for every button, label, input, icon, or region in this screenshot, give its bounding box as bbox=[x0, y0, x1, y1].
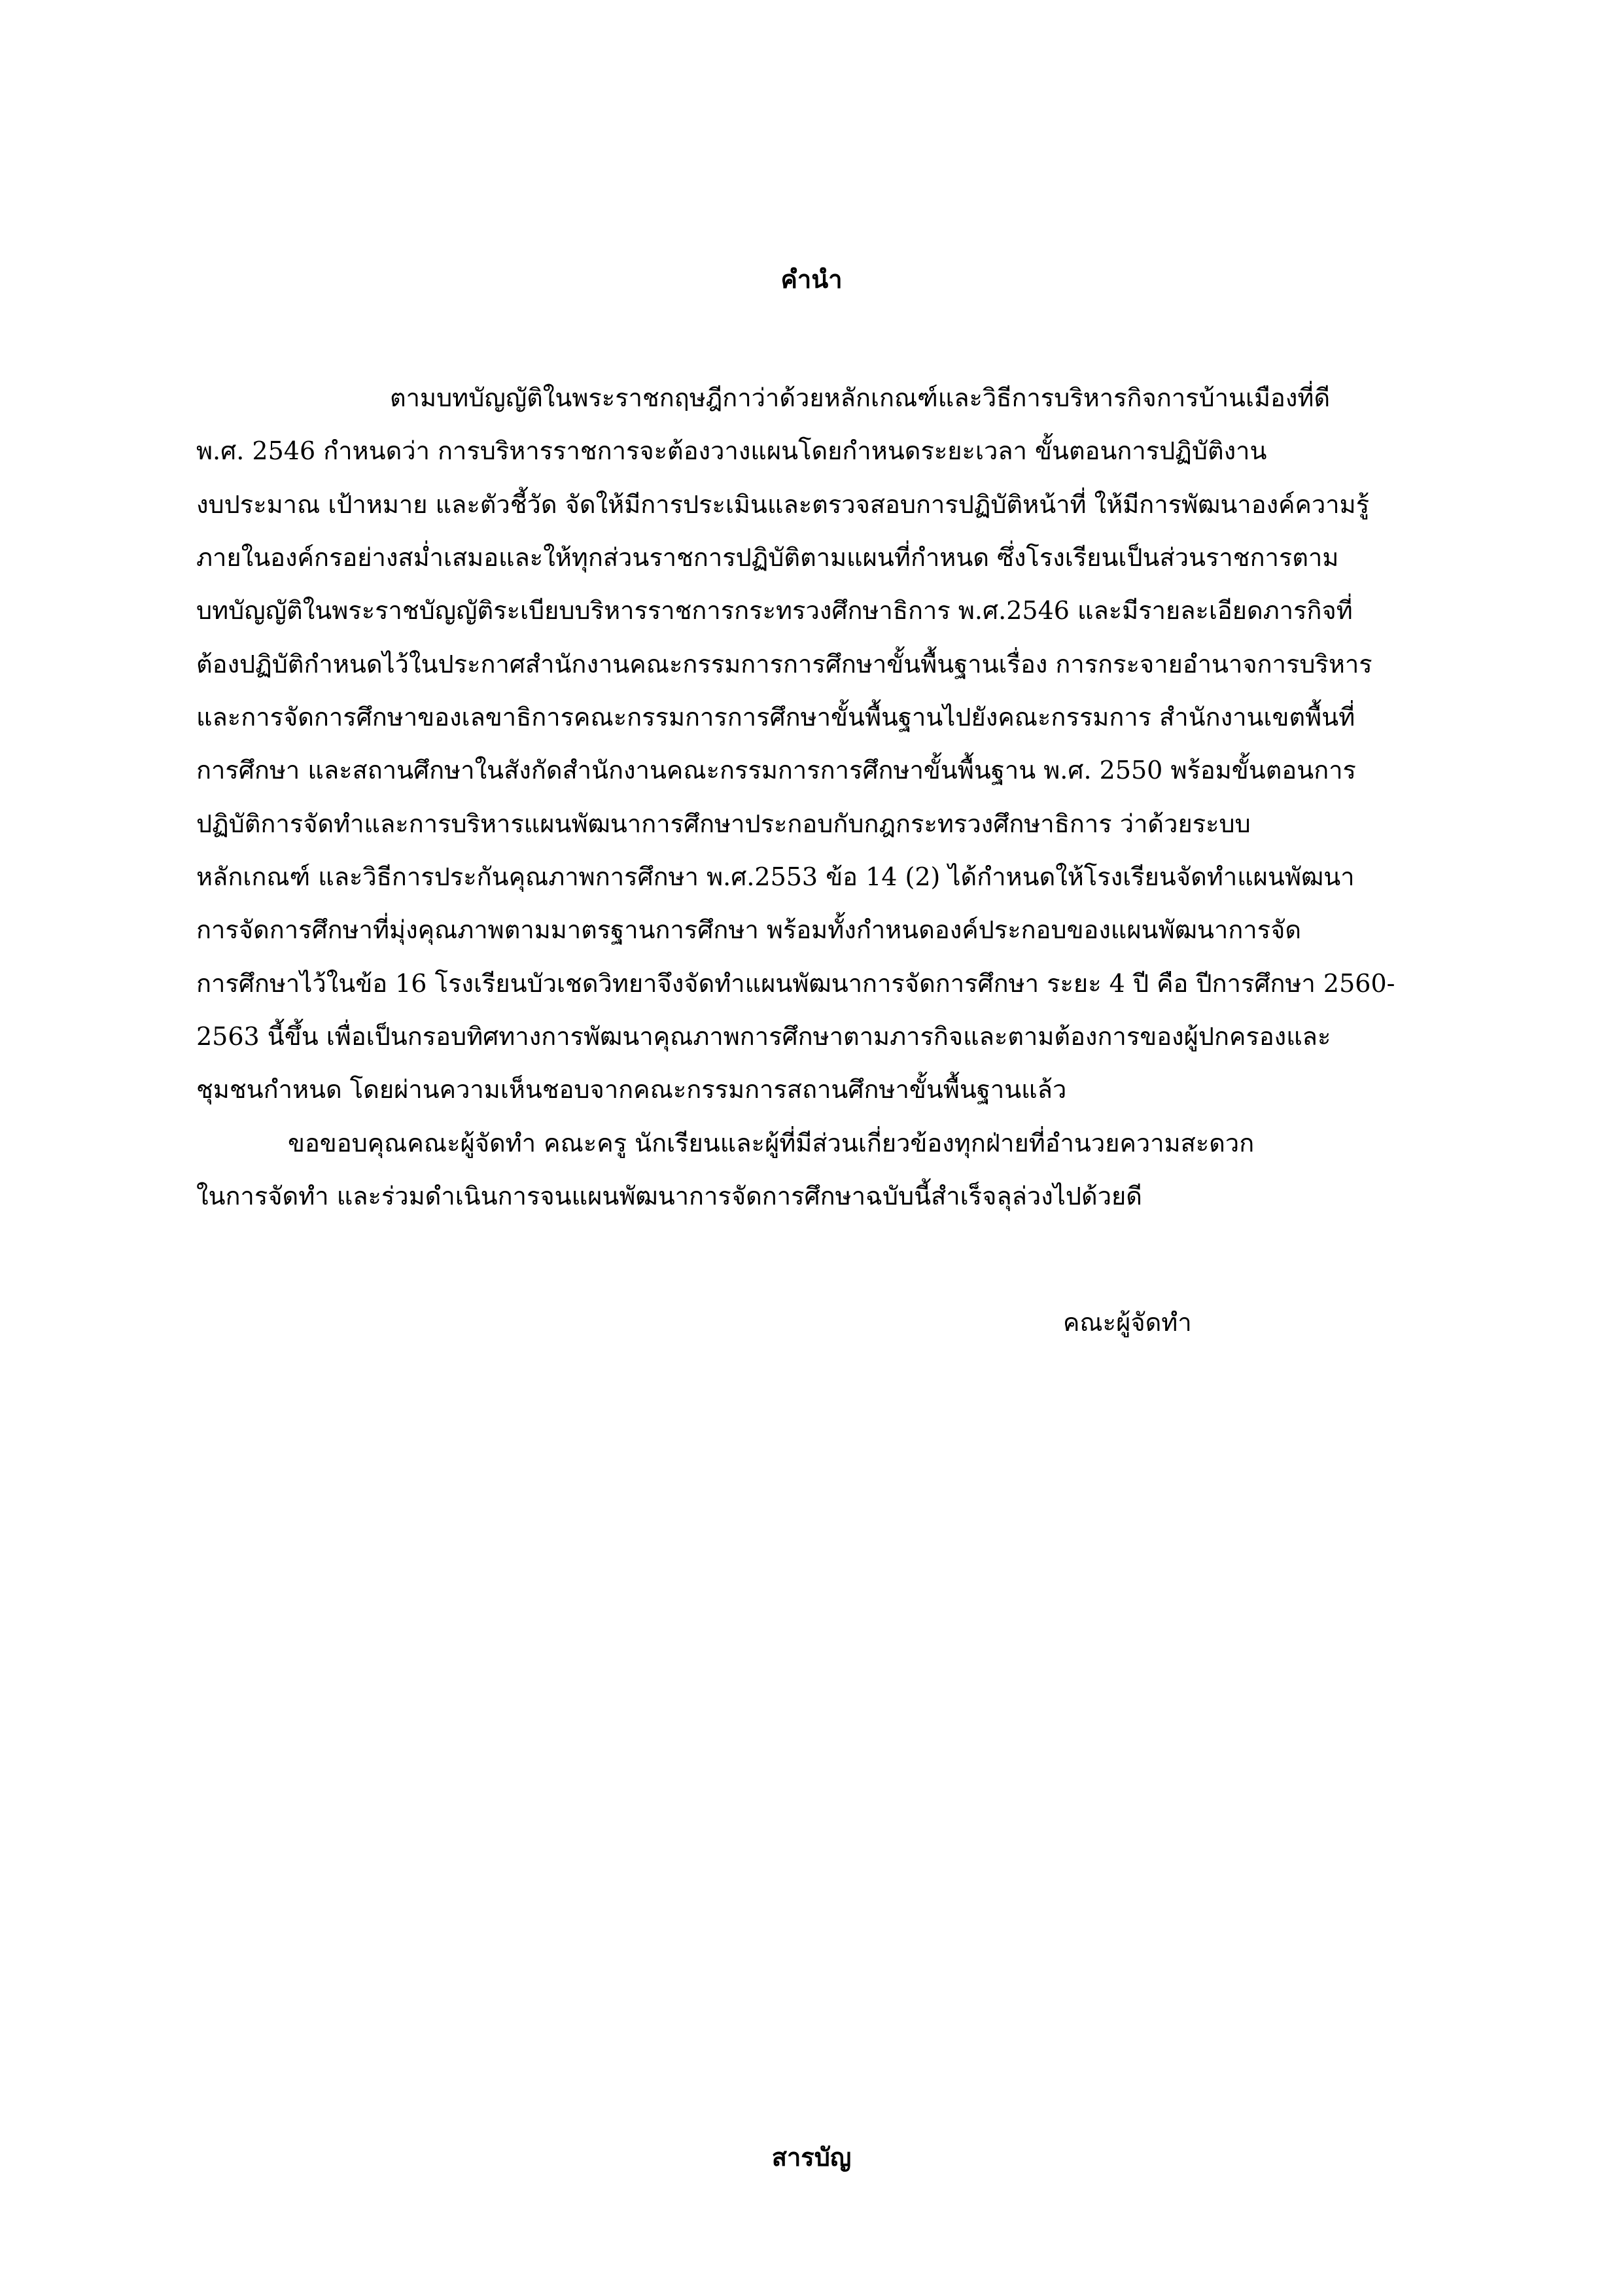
text-line: ขอขอบคุณคณะผู้จัดทำ คณะครู นักเรียนและผู้ที่มีส่วนเกี่ยวข้องทุกฝ่ายที่อำนวยความสะดวก bbox=[288, 1129, 1255, 1157]
text-line: ชุมชนกำหนด โดยผ่านความเห็นชอบจากคณะกรรมการสถานศึกษาขั้นพื้นฐานแล้ว bbox=[196, 1075, 1067, 1104]
text-line: ต้องปฏิบัติกำหนดไว้ในประกาศสำนักงานคณะกรรมการการศึกษาขั้นพื้นฐานเรื่อง การกระจายอำนาจการบริหาร bbox=[196, 650, 1372, 679]
text-line: บทบัญญัติในพระราชบัญญัติระเบียบบริหารราชการกระทรวงศึกษาธิการ พ.ศ.2546 และมีรายละเอียดภารกิจที่ bbox=[196, 596, 1353, 625]
text-line: ภายในองค์กรอย่างสม่ำเสมอและให้ทุกส่วนราชการปฏิบัติตามแผนที่กำหนด ซึ่งโรงเรียนเป็นส่วนราชการตาม bbox=[196, 543, 1339, 572]
text-line: การศึกษาไว้ในข้อ 16 โรงเรียนบัวเชดวิทยาจึงจัดทำแผนพัฒนาการจัดการศึกษา ระยะ 4 ปี คือ ปีการศึกษา 2560- bbox=[196, 969, 1395, 998]
text-line: ปฏิบัติการจัดทำและการบริหารแผนพัฒนาการศึกษาประกอบกับกฎกระทรวงศึกษาธิการ ว่าด้วยระบบ bbox=[196, 809, 1251, 838]
text-line: การศึกษา และสถานศึกษาในสังกัดสำนักงานคณะกรรมการการศึกษาขั้นพื้นฐาน พ.ศ. 2550 พร้อมขั้นตอนการ bbox=[196, 756, 1356, 785]
text-line: หลักเกณฑ์ และวิธีการประกันคุณภาพการศึกษา พ.ศ.2553 ข้อ 14 (2) ได้กำหนดให้โรงเรียนจัดทำแผนพัฒนา bbox=[196, 862, 1355, 891]
page-title: คำนำ bbox=[780, 264, 843, 294]
text-line: ในการจัดทำ และร่วมดำเนินการจนแผนพัฒนาการจัดการศึกษาฉบับนี้สำเร็จลุล่วงไปด้วยดี bbox=[196, 1182, 1142, 1210]
text-line: การจัดการศึกษาที่มุ่งคุณภาพตามมาตรฐานการศึกษา พร้อมทั้งกำหนดองค์ประกอบของแผนพัฒนาการจัด bbox=[196, 915, 1302, 944]
text-line: งบประมาณ เป้าหมาย และตัวชี้วัด จัดให้มีการประเมินและตรวจสอบการปฏิบัติหน้าที่ ให้มีการพัฒนาองค์ความรู้ bbox=[196, 490, 1370, 519]
text-line: พ.ศ. 2546 กำหนดว่า การบริหารราชการจะต้องวางแผนโดยกำหนดระยะเวลา ขั้นตอนการปฏิบัติงาน bbox=[196, 436, 1267, 465]
toc-heading: สารบัญ bbox=[771, 2142, 852, 2172]
text-line: 2563 นี้ขึ้น เพื่อเป็นกรอบทิศทางการพัฒนาคุณภาพการศึกษาตามภารกิจและตามต้องการของผู้ปกครองและ bbox=[196, 1022, 1331, 1051]
text-line: และการจัดการศึกษาของเลขาธิการคณะกรรมการการศึกษาขั้นพื้นฐานไปยังคณะกรรมการ สำนักงานเขตพื้นที่ bbox=[196, 703, 1355, 732]
text-line: ตามบทบัญญัติในพระราชกฤษฎีกาว่าด้วยหลักเกณฑ์และวิธีการบริหารกิจการบ้านเมืองที่ดี bbox=[390, 383, 1331, 412]
signature: คณะผู้จัดทำ bbox=[1063, 1308, 1192, 1337]
